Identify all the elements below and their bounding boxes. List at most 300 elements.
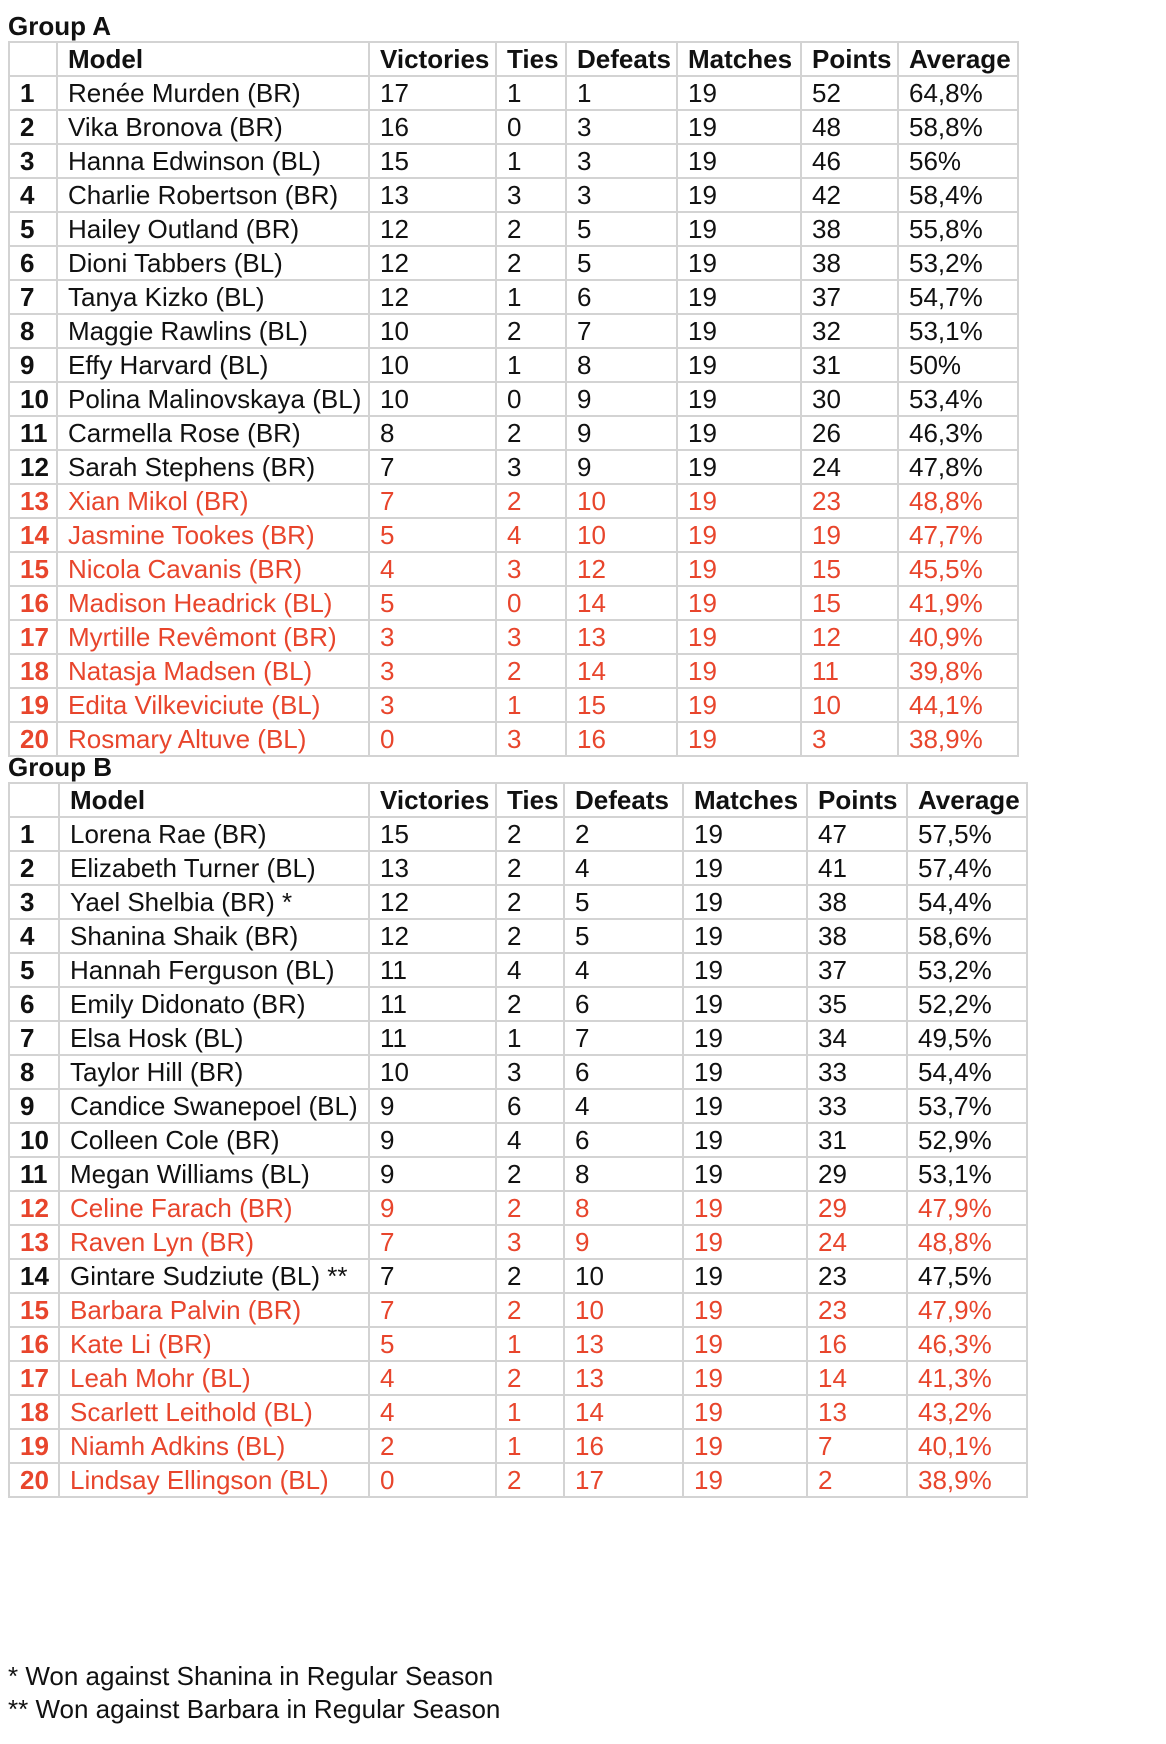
model-cell: Natasja Madsen (BL) [57, 654, 369, 688]
rank-cell: 11 [9, 416, 57, 450]
rank-cell: 18 [9, 654, 57, 688]
table-row [9, 1089, 1027, 1123]
victories-cell: 7 [369, 1259, 496, 1293]
defeats-cell: 9 [566, 450, 677, 484]
table-row [9, 280, 1018, 314]
defeats-cell: 13 [564, 1327, 683, 1361]
table-row [9, 817, 1027, 851]
defeats-cell: 16 [564, 1429, 683, 1463]
ties-cell: 1 [496, 688, 566, 722]
average-cell: 53,2% [898, 246, 1018, 280]
average-cell: 53,1% [898, 314, 1018, 348]
ties-cell: 2 [496, 1157, 564, 1191]
matches-cell: 19 [677, 450, 801, 484]
victories-cell: 10 [369, 314, 496, 348]
matches-cell: 19 [683, 1089, 807, 1123]
matches-cell: 19 [677, 552, 801, 586]
defeats-header: Defeats [564, 783, 683, 817]
ties-cell: 1 [496, 144, 566, 178]
victories-cell: 2 [369, 1429, 496, 1463]
defeats-cell: 3 [566, 144, 677, 178]
matches-cell: 19 [683, 1055, 807, 1089]
matches-cell: 19 [683, 1259, 807, 1293]
victories-header: Victories [369, 42, 496, 76]
victories-header: Victories [369, 783, 496, 817]
points-cell: 23 [801, 484, 898, 518]
model-cell: Jasmine Tookes (BR) [57, 518, 369, 552]
group-b-table [8, 782, 1028, 1498]
model-cell: Shanina Shaik (BR) [59, 919, 369, 953]
ties-cell: 0 [496, 110, 566, 144]
rank-cell: 9 [9, 1089, 59, 1123]
matches-cell: 19 [677, 688, 801, 722]
footnote-double-star: ** Won against Barbara in Regular Season [8, 1694, 501, 1724]
average-cell: 49,5% [907, 1021, 1027, 1055]
matches-cell: 19 [683, 1327, 807, 1361]
ties-cell: 2 [496, 416, 566, 450]
model-cell: Taylor Hill (BR) [59, 1055, 369, 1089]
table-row [9, 1361, 1027, 1395]
model-cell: Raven Lyn (BR) [59, 1225, 369, 1259]
points-cell: 37 [807, 953, 907, 987]
model-cell: Megan Williams (BL) [59, 1157, 369, 1191]
points-cell: 52 [801, 76, 898, 110]
table-row [9, 1463, 1027, 1497]
victories-cell: 0 [369, 1463, 496, 1497]
ties-cell: 1 [496, 348, 566, 382]
model-cell: Hanna Edwinson (BL) [57, 144, 369, 178]
model-cell: Carmella Rose (BR) [57, 416, 369, 450]
ties-cell: 1 [496, 1395, 564, 1429]
defeats-cell: 10 [564, 1259, 683, 1293]
defeats-cell: 3 [566, 178, 677, 212]
model-cell: Gintare Sudziute (BL) ** [59, 1259, 369, 1293]
average-cell: 56% [898, 144, 1018, 178]
average-cell: 53,7% [907, 1089, 1027, 1123]
rank-cell: 6 [9, 987, 59, 1021]
victories-cell: 5 [369, 586, 496, 620]
matches-cell: 19 [683, 1429, 807, 1463]
points-cell: 41 [807, 851, 907, 885]
average-cell: 54,4% [907, 1055, 1027, 1089]
ties-cell: 2 [496, 885, 564, 919]
footnotes [8, 1660, 500, 1726]
victories-cell: 10 [369, 382, 496, 416]
points-cell: 15 [801, 586, 898, 620]
rank-cell: 4 [9, 178, 57, 212]
rank-cell: 4 [9, 919, 59, 953]
points-cell: 32 [801, 314, 898, 348]
average-cell: 53,2% [907, 953, 1027, 987]
points-cell: 14 [807, 1361, 907, 1395]
matches-cell: 19 [683, 1361, 807, 1395]
average-cell: 39,8% [898, 654, 1018, 688]
victories-cell: 7 [369, 484, 496, 518]
victories-cell: 15 [369, 144, 496, 178]
ties-cell: 0 [496, 382, 566, 416]
ties-cell: 2 [496, 1191, 564, 1225]
points-cell: 16 [807, 1327, 907, 1361]
table-row [9, 1021, 1027, 1055]
points-cell: 11 [801, 654, 898, 688]
victories-cell: 3 [369, 688, 496, 722]
matches-header: Matches [677, 42, 801, 76]
defeats-cell: 10 [564, 1293, 683, 1327]
table-row [9, 518, 1018, 552]
victories-cell: 3 [369, 654, 496, 688]
table-row [9, 110, 1018, 144]
victories-cell: 4 [369, 1395, 496, 1429]
victories-cell: 8 [369, 416, 496, 450]
model-cell: Yael Shelbia (BR) * [59, 885, 369, 919]
matches-header: Matches [683, 783, 807, 817]
defeats-cell: 1 [566, 76, 677, 110]
group-a-title: Group A [8, 11, 112, 41]
table-row [9, 654, 1018, 688]
victories-cell: 7 [369, 1225, 496, 1259]
matches-cell: 19 [683, 1191, 807, 1225]
points-cell: 29 [807, 1191, 907, 1225]
rank-cell: 8 [9, 314, 57, 348]
ties-cell: 0 [496, 586, 566, 620]
average-cell: 47,9% [907, 1293, 1027, 1327]
victories-cell: 5 [369, 518, 496, 552]
matches-cell: 19 [683, 1225, 807, 1259]
matches-cell: 19 [683, 851, 807, 885]
ties-cell: 4 [496, 953, 564, 987]
points-cell: 13 [807, 1395, 907, 1429]
table-row [9, 1293, 1027, 1327]
rank-header [9, 783, 59, 817]
model-cell: Elizabeth Turner (BL) [59, 851, 369, 885]
points-cell: 38 [801, 246, 898, 280]
average-cell: 57,5% [907, 817, 1027, 851]
average-cell: 52,2% [907, 987, 1027, 1021]
model-cell: Hannah Ferguson (BL) [59, 953, 369, 987]
average-cell: 44,1% [898, 688, 1018, 722]
table-row [9, 1225, 1027, 1259]
table-row [9, 885, 1027, 919]
average-cell: 52,9% [907, 1123, 1027, 1157]
table-row [9, 1123, 1027, 1157]
victories-cell: 13 [369, 178, 496, 212]
average-cell: 53,4% [898, 382, 1018, 416]
rank-cell: 16 [9, 1327, 59, 1361]
table-row [9, 1395, 1027, 1429]
matches-cell: 19 [683, 1021, 807, 1055]
ties-cell: 2 [496, 817, 564, 851]
matches-cell: 19 [683, 1157, 807, 1191]
table-row [9, 1191, 1027, 1225]
table-row [9, 851, 1027, 885]
defeats-cell: 10 [566, 518, 677, 552]
points-cell: 38 [801, 212, 898, 246]
ties-cell: 1 [496, 1327, 564, 1361]
rank-cell: 2 [9, 110, 57, 144]
matches-cell: 19 [677, 654, 801, 688]
matches-cell: 19 [677, 484, 801, 518]
rank-cell: 1 [9, 76, 57, 110]
points-cell: 35 [807, 987, 907, 1021]
table-row [9, 722, 1018, 756]
defeats-cell: 9 [566, 382, 677, 416]
table-row [9, 987, 1027, 1021]
average-cell: 41,3% [907, 1361, 1027, 1395]
ties-cell: 2 [496, 314, 566, 348]
victories-cell: 12 [369, 885, 496, 919]
ties-cell: 2 [496, 1361, 564, 1395]
ties-cell: 2 [496, 654, 566, 688]
ties-cell: 4 [496, 1123, 564, 1157]
points-cell: 29 [807, 1157, 907, 1191]
average-cell: 57,4% [907, 851, 1027, 885]
model-cell: Sarah Stephens (BR) [57, 450, 369, 484]
matches-cell: 19 [677, 416, 801, 450]
average-cell: 38,9% [907, 1463, 1027, 1497]
rank-cell: 12 [9, 450, 57, 484]
rank-cell: 8 [9, 1055, 59, 1089]
footnote-single-star: * Won against Shanina in Regular Season [8, 1661, 494, 1691]
ties-cell: 3 [496, 722, 566, 756]
ties-cell: 2 [496, 1463, 564, 1497]
model-cell: Elsa Hosk (BL) [59, 1021, 369, 1055]
ties-cell: 2 [496, 484, 566, 518]
model-cell: Candice Swanepoel (BL) [59, 1089, 369, 1123]
defeats-cell: 8 [566, 348, 677, 382]
victories-cell: 10 [369, 348, 496, 382]
rank-cell: 10 [9, 382, 57, 416]
rank-cell: 12 [9, 1191, 59, 1225]
victories-cell: 4 [369, 552, 496, 586]
victories-cell: 9 [369, 1089, 496, 1123]
victories-cell: 12 [369, 280, 496, 314]
average-cell: 64,8% [898, 76, 1018, 110]
model-cell: Renée Murden (BR) [57, 76, 369, 110]
average-cell: 58,4% [898, 178, 1018, 212]
ties-cell: 3 [496, 552, 566, 586]
victories-cell: 15 [369, 817, 496, 851]
defeats-cell: 6 [566, 280, 677, 314]
defeats-cell: 2 [564, 817, 683, 851]
average-cell: 53,1% [907, 1157, 1027, 1191]
rank-cell: 18 [9, 1395, 59, 1429]
defeats-cell: 4 [564, 851, 683, 885]
group-b-body [9, 817, 1027, 1497]
victories-cell: 3 [369, 620, 496, 654]
table-row [9, 620, 1018, 654]
model-cell: Madison Headrick (BL) [57, 586, 369, 620]
ties-cell: 2 [496, 246, 566, 280]
rank-cell: 1 [9, 817, 59, 851]
matches-cell: 19 [677, 314, 801, 348]
matches-cell: 19 [683, 1395, 807, 1429]
model-cell: Scarlett Leithold (BL) [59, 1395, 369, 1429]
ties-cell: 2 [496, 1259, 564, 1293]
points-cell: 33 [807, 1055, 907, 1089]
table-row [9, 416, 1018, 450]
defeats-cell: 14 [564, 1395, 683, 1429]
average-cell: 46,3% [907, 1327, 1027, 1361]
model-cell: Barbara Palvin (BR) [59, 1293, 369, 1327]
table-row [9, 212, 1018, 246]
matches-cell: 19 [677, 144, 801, 178]
victories-cell: 16 [369, 110, 496, 144]
defeats-header: Defeats [566, 42, 677, 76]
model-cell: Celine Farach (BR) [59, 1191, 369, 1225]
average-cell: 58,6% [907, 919, 1027, 953]
victories-cell: 0 [369, 722, 496, 756]
points-cell: 38 [807, 919, 907, 953]
victories-cell: 17 [369, 76, 496, 110]
ties-cell: 3 [496, 1055, 564, 1089]
table-row [9, 484, 1018, 518]
average-cell: 40,1% [907, 1429, 1027, 1463]
average-cell: 40,9% [898, 620, 1018, 654]
points-cell: 24 [807, 1225, 907, 1259]
rank-cell: 17 [9, 620, 57, 654]
points-cell: 34 [807, 1021, 907, 1055]
points-cell: 42 [801, 178, 898, 212]
table-row [9, 1055, 1027, 1089]
rank-cell: 15 [9, 1293, 59, 1327]
model-cell: Effy Harvard (BL) [57, 348, 369, 382]
ties-cell: 2 [496, 1293, 564, 1327]
matches-cell: 19 [677, 722, 801, 756]
victories-cell: 9 [369, 1123, 496, 1157]
points-cell: 15 [801, 552, 898, 586]
rank-cell: 3 [9, 885, 59, 919]
matches-cell: 19 [683, 987, 807, 1021]
rank-cell: 3 [9, 144, 57, 178]
rank-cell: 9 [9, 348, 57, 382]
rank-cell: 20 [9, 1463, 59, 1497]
model-header: Model [57, 42, 369, 76]
table-row [9, 586, 1018, 620]
points-header: Points [807, 783, 907, 817]
model-cell: Emily Didonato (BR) [59, 987, 369, 1021]
ties-cell: 2 [496, 919, 564, 953]
table-row [9, 76, 1018, 110]
matches-cell: 19 [677, 620, 801, 654]
average-cell: 47,8% [898, 450, 1018, 484]
average-cell: 47,7% [898, 518, 1018, 552]
table-row [9, 1259, 1027, 1293]
model-cell: Charlie Robertson (BR) [57, 178, 369, 212]
victories-cell: 4 [369, 1361, 496, 1395]
victories-cell: 5 [369, 1327, 496, 1361]
ties-cell: 3 [496, 1225, 564, 1259]
table-row [9, 178, 1018, 212]
average-cell: 54,7% [898, 280, 1018, 314]
model-cell: Vika Bronova (BR) [57, 110, 369, 144]
rank-cell: 14 [9, 518, 57, 552]
rank-cell: 19 [9, 1429, 59, 1463]
ties-header: Ties [496, 42, 566, 76]
table-row [9, 314, 1018, 348]
model-cell: Hailey Outland (BR) [57, 212, 369, 246]
ties-cell: 1 [496, 76, 566, 110]
defeats-cell: 12 [566, 552, 677, 586]
table-header-row [9, 783, 1027, 817]
rank-cell: 6 [9, 246, 57, 280]
model-cell: Lorena Rae (BR) [59, 817, 369, 851]
model-cell: Myrtille Revêmont (BR) [57, 620, 369, 654]
rank-cell: 14 [9, 1259, 59, 1293]
points-cell: 37 [801, 280, 898, 314]
table-row [9, 953, 1027, 987]
rank-cell: 7 [9, 280, 57, 314]
defeats-cell: 17 [564, 1463, 683, 1497]
points-cell: 19 [801, 518, 898, 552]
matches-cell: 19 [677, 76, 801, 110]
defeats-cell: 5 [564, 885, 683, 919]
points-cell: 23 [807, 1259, 907, 1293]
victories-cell: 7 [369, 1293, 496, 1327]
matches-cell: 19 [677, 518, 801, 552]
points-cell: 31 [801, 348, 898, 382]
average-cell: 55,8% [898, 212, 1018, 246]
victories-cell: 10 [369, 1055, 496, 1089]
average-header: Average [907, 783, 1027, 817]
defeats-cell: 7 [566, 314, 677, 348]
rank-cell: 5 [9, 212, 57, 246]
victories-cell: 7 [369, 450, 496, 484]
table-row [9, 382, 1018, 416]
ties-cell: 3 [496, 620, 566, 654]
points-cell: 31 [807, 1123, 907, 1157]
defeats-cell: 13 [564, 1361, 683, 1395]
average-cell: 47,5% [907, 1259, 1027, 1293]
model-cell: Polina Malinovskaya (BL) [57, 382, 369, 416]
ties-cell: 2 [496, 212, 566, 246]
ties-cell: 4 [496, 518, 566, 552]
points-header: Points [801, 42, 898, 76]
matches-cell: 19 [683, 1463, 807, 1497]
defeats-cell: 4 [564, 1089, 683, 1123]
defeats-cell: 4 [564, 953, 683, 987]
matches-cell: 19 [677, 110, 801, 144]
rank-cell: 13 [9, 1225, 59, 1259]
rank-cell: 15 [9, 552, 57, 586]
rank-cell: 2 [9, 851, 59, 885]
ties-cell: 1 [496, 280, 566, 314]
table-row [9, 246, 1018, 280]
model-cell: Niamh Adkins (BL) [59, 1429, 369, 1463]
victories-cell: 11 [369, 987, 496, 1021]
matches-cell: 19 [683, 953, 807, 987]
ties-cell: 1 [496, 1429, 564, 1463]
matches-cell: 19 [677, 382, 801, 416]
rank-cell: 13 [9, 484, 57, 518]
defeats-cell: 8 [564, 1157, 683, 1191]
table-row [9, 1157, 1027, 1191]
rank-header [9, 42, 57, 76]
defeats-cell: 5 [564, 919, 683, 953]
matches-cell: 19 [677, 246, 801, 280]
model-cell: Nicola Cavanis (BR) [57, 552, 369, 586]
average-header: Average [898, 42, 1018, 76]
table-row [9, 919, 1027, 953]
defeats-cell: 5 [566, 246, 677, 280]
table-row [9, 450, 1018, 484]
table-row [9, 688, 1018, 722]
defeats-cell: 6 [564, 1055, 683, 1089]
model-cell: Dioni Tabbers (BL) [57, 246, 369, 280]
points-cell: 10 [801, 688, 898, 722]
group-b-title: Group B [8, 752, 112, 782]
defeats-cell: 8 [564, 1191, 683, 1225]
defeats-cell: 10 [566, 484, 677, 518]
